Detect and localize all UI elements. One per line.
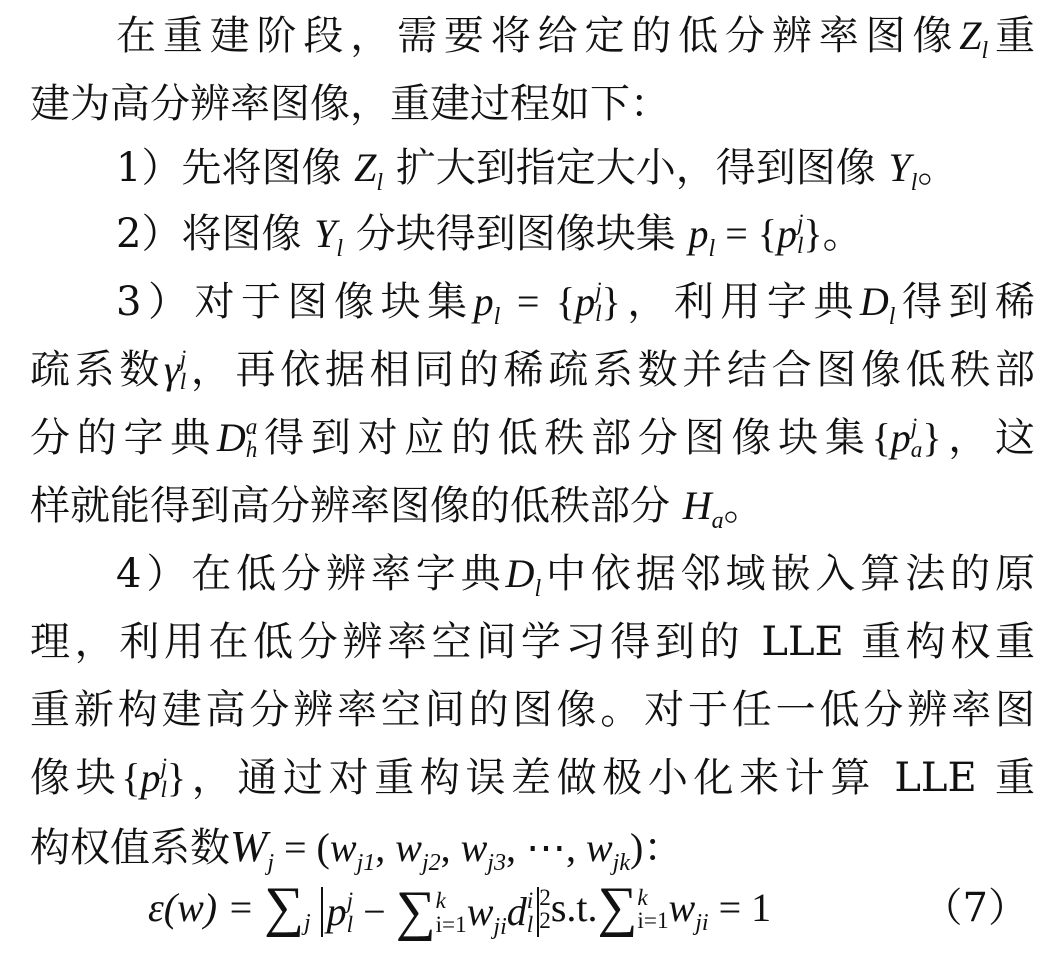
math-superscript: i xyxy=(526,888,534,915)
sum-symbol: ∑ xyxy=(264,876,304,938)
math-subscript: l xyxy=(888,304,896,330)
text-segment: 扩大到指定大小，得到图像 xyxy=(395,145,876,191)
math-symbol: d xyxy=(506,888,527,934)
math-operator: } xyxy=(166,755,187,800)
math-symbol: w xyxy=(466,888,494,934)
math-operator: = ( xyxy=(274,825,330,870)
text-segment: 4）在低分辨率字典 xyxy=(116,551,506,597)
math-subscript: j3 xyxy=(487,850,506,876)
step-2-line xyxy=(116,206,1035,262)
math-operator: = { xyxy=(715,211,777,256)
math-operator: ⋯ xyxy=(525,825,566,870)
equation-7 xyxy=(148,876,1028,940)
math-symbol: w xyxy=(395,825,422,870)
math-operator: } xyxy=(601,279,621,324)
paragraph-1-line-2 xyxy=(30,76,1035,132)
text-segment: ，这 xyxy=(941,415,1036,461)
sum-symbol: ∑ xyxy=(395,879,436,942)
math-symbol: w xyxy=(329,825,357,870)
step-3-line-1 xyxy=(116,274,1035,330)
math-subscript: ji xyxy=(493,913,507,940)
text-segment: 疏系数 xyxy=(30,347,165,393)
math-symbol: D xyxy=(505,551,535,596)
norm-expression xyxy=(321,876,551,940)
math-subscript: a xyxy=(910,437,923,463)
math-superscript: a xyxy=(245,413,258,440)
math-symbol: D xyxy=(859,279,889,324)
math-symbol: H xyxy=(682,483,712,528)
math-symbol: p xyxy=(575,279,596,324)
text-segment: 2）将图像 xyxy=(116,211,302,257)
math-symbol: p xyxy=(890,415,911,460)
math-subscript: l xyxy=(595,301,602,327)
math-operator: { xyxy=(871,415,891,460)
math-operator: = { xyxy=(500,279,576,324)
step-1-line xyxy=(116,140,1035,196)
math-supsub xyxy=(245,413,258,463)
step-3-line-4 xyxy=(30,478,1035,534)
math-superscript: j xyxy=(160,753,167,780)
text-segment: 中依据邻域嵌入算法的原 xyxy=(541,551,1036,597)
norm-supsub xyxy=(539,884,551,934)
math-symbol: Y xyxy=(888,145,911,190)
math-symbol: W xyxy=(230,821,268,871)
math-subscript: l xyxy=(526,911,534,938)
math-subscript: jk xyxy=(612,850,630,876)
math-subscript: i=1 xyxy=(435,911,467,938)
text-segment: 得到对应的低秩部分图像块集 xyxy=(257,415,872,461)
math-subscript: j xyxy=(304,910,311,936)
math-symbol: Y xyxy=(314,211,337,256)
math-symbol: p xyxy=(140,755,161,800)
text-segment: 像块 xyxy=(30,755,122,801)
math-subscript: l xyxy=(179,369,187,395)
math-subscript: j1 xyxy=(356,850,376,876)
text-segment: 重新构建高分辨率空间的图像。对于任一低分辨率图 xyxy=(30,687,1035,733)
text-segment: 1）先将图像 xyxy=(116,145,342,191)
math-subscript: j2 xyxy=(421,850,441,876)
math-superscript: j xyxy=(796,209,804,236)
constraint-label: s.t. xyxy=(550,885,598,930)
math-subscript: j xyxy=(267,850,274,876)
math-supsub xyxy=(436,890,467,936)
math-operator: { xyxy=(121,755,141,800)
math-operator: } xyxy=(803,211,823,256)
math-subscript: 2 xyxy=(539,907,551,934)
math-operator: − xyxy=(353,888,396,934)
math-symbol: w xyxy=(460,825,488,870)
math-subscript: l xyxy=(981,38,989,64)
math-subscript: ji xyxy=(695,910,709,936)
math-superscript: k xyxy=(435,888,446,915)
math-symbol: w xyxy=(585,825,613,870)
math-supsub xyxy=(527,890,533,936)
math-subscript: l xyxy=(910,170,918,196)
math-supsub xyxy=(595,277,602,327)
text-segment: 分的字典 xyxy=(30,415,217,461)
text-segment: 样就能得到高分辨率图像的低秩部分 xyxy=(30,483,670,529)
text-segment: ，再依据相同的稀疏系数并结合图像低秩部 xyxy=(186,347,1035,393)
math-supsub xyxy=(179,345,187,395)
math-symbol: p xyxy=(473,279,494,324)
math-symbol: γ xyxy=(164,347,180,392)
math-subscript: l xyxy=(160,777,167,803)
math-subscript: l xyxy=(708,236,716,262)
step-4-line-3 xyxy=(30,682,1035,738)
math-symbol: Z xyxy=(354,145,377,190)
math-superscript: j xyxy=(346,888,354,915)
math-subscript: l xyxy=(796,233,804,259)
math-symbol: D xyxy=(216,415,246,460)
norm-bars xyxy=(321,879,540,942)
step-4-line-4 xyxy=(30,750,1035,806)
math-supsub xyxy=(637,884,669,934)
math-superscript: j xyxy=(595,277,602,304)
text-segment: 重 xyxy=(988,13,1036,59)
text-segment: 建为高分辨率图像，重建过程如下： xyxy=(30,81,670,127)
math-subscript: i=1 xyxy=(637,907,669,934)
math-symbol: Z xyxy=(959,13,982,58)
math-operator: } xyxy=(922,415,942,460)
step-3-line-2 xyxy=(30,342,1035,398)
math-subscript: h xyxy=(245,437,258,463)
text-segment: 3）对于图像块集 xyxy=(116,279,474,325)
text-segment: 。 xyxy=(822,211,863,257)
text-segment: ： xyxy=(643,825,684,871)
step-3-line-3 xyxy=(30,410,1035,466)
step-4-line-2 xyxy=(30,614,1035,670)
equation-lhs: ε(w) = xyxy=(148,885,265,930)
math-supsub xyxy=(910,413,923,463)
math-superscript: k xyxy=(637,884,648,911)
math-supsub xyxy=(160,753,167,803)
paragraph-1-line-1 xyxy=(116,8,1035,64)
math-symbol: p xyxy=(326,888,347,934)
math-subscript: l xyxy=(336,236,344,262)
math-supsub xyxy=(796,209,804,259)
math-symbol: p xyxy=(688,211,709,256)
math-superscript: 2 xyxy=(539,884,551,911)
equation-number: （7） xyxy=(922,885,1028,931)
text-segment: 理，利用在低分辨率空间学习得到的 LLE 重构权重 xyxy=(30,619,1035,665)
equation-rhs: = 1 xyxy=(708,885,772,930)
text-segment: 分块得到图像块集 xyxy=(355,211,676,257)
math-operator: ) xyxy=(629,825,644,870)
math-superscript: j xyxy=(179,345,187,372)
math-subscript: l xyxy=(534,576,542,602)
math-subscript: l xyxy=(346,911,354,938)
text-segment: ，利用字典 xyxy=(620,279,860,325)
step-4-line-1 xyxy=(116,546,1035,602)
text-segment: ，通过对重构误差做极小化来计算 LLE 重 xyxy=(186,755,1036,801)
math-subscript: l xyxy=(493,304,501,330)
text-segment: 在重建阶段，需要将给定的低分辨率图像 xyxy=(116,13,960,59)
text-segment: 。 xyxy=(723,483,764,529)
math-superscript: j xyxy=(910,413,918,440)
math-supsub xyxy=(347,890,353,936)
math-symbol: p xyxy=(776,211,797,256)
math-subscript: l xyxy=(376,170,384,196)
text-segment: 构权值系数 xyxy=(30,825,230,871)
math-symbol: w xyxy=(668,885,696,930)
math-subscript: a xyxy=(711,508,724,534)
text-segment: 。 xyxy=(917,145,958,191)
step-4-line-5: 构权值系数$W_j = (w_{j1}$, $w_{j2}$, $w_{j3}$, ⋯, $w_{jk}$)： xyxy=(30,821,684,876)
sum-symbol: ∑ xyxy=(597,876,638,938)
text-segment: 得到稀 xyxy=(895,279,1036,325)
